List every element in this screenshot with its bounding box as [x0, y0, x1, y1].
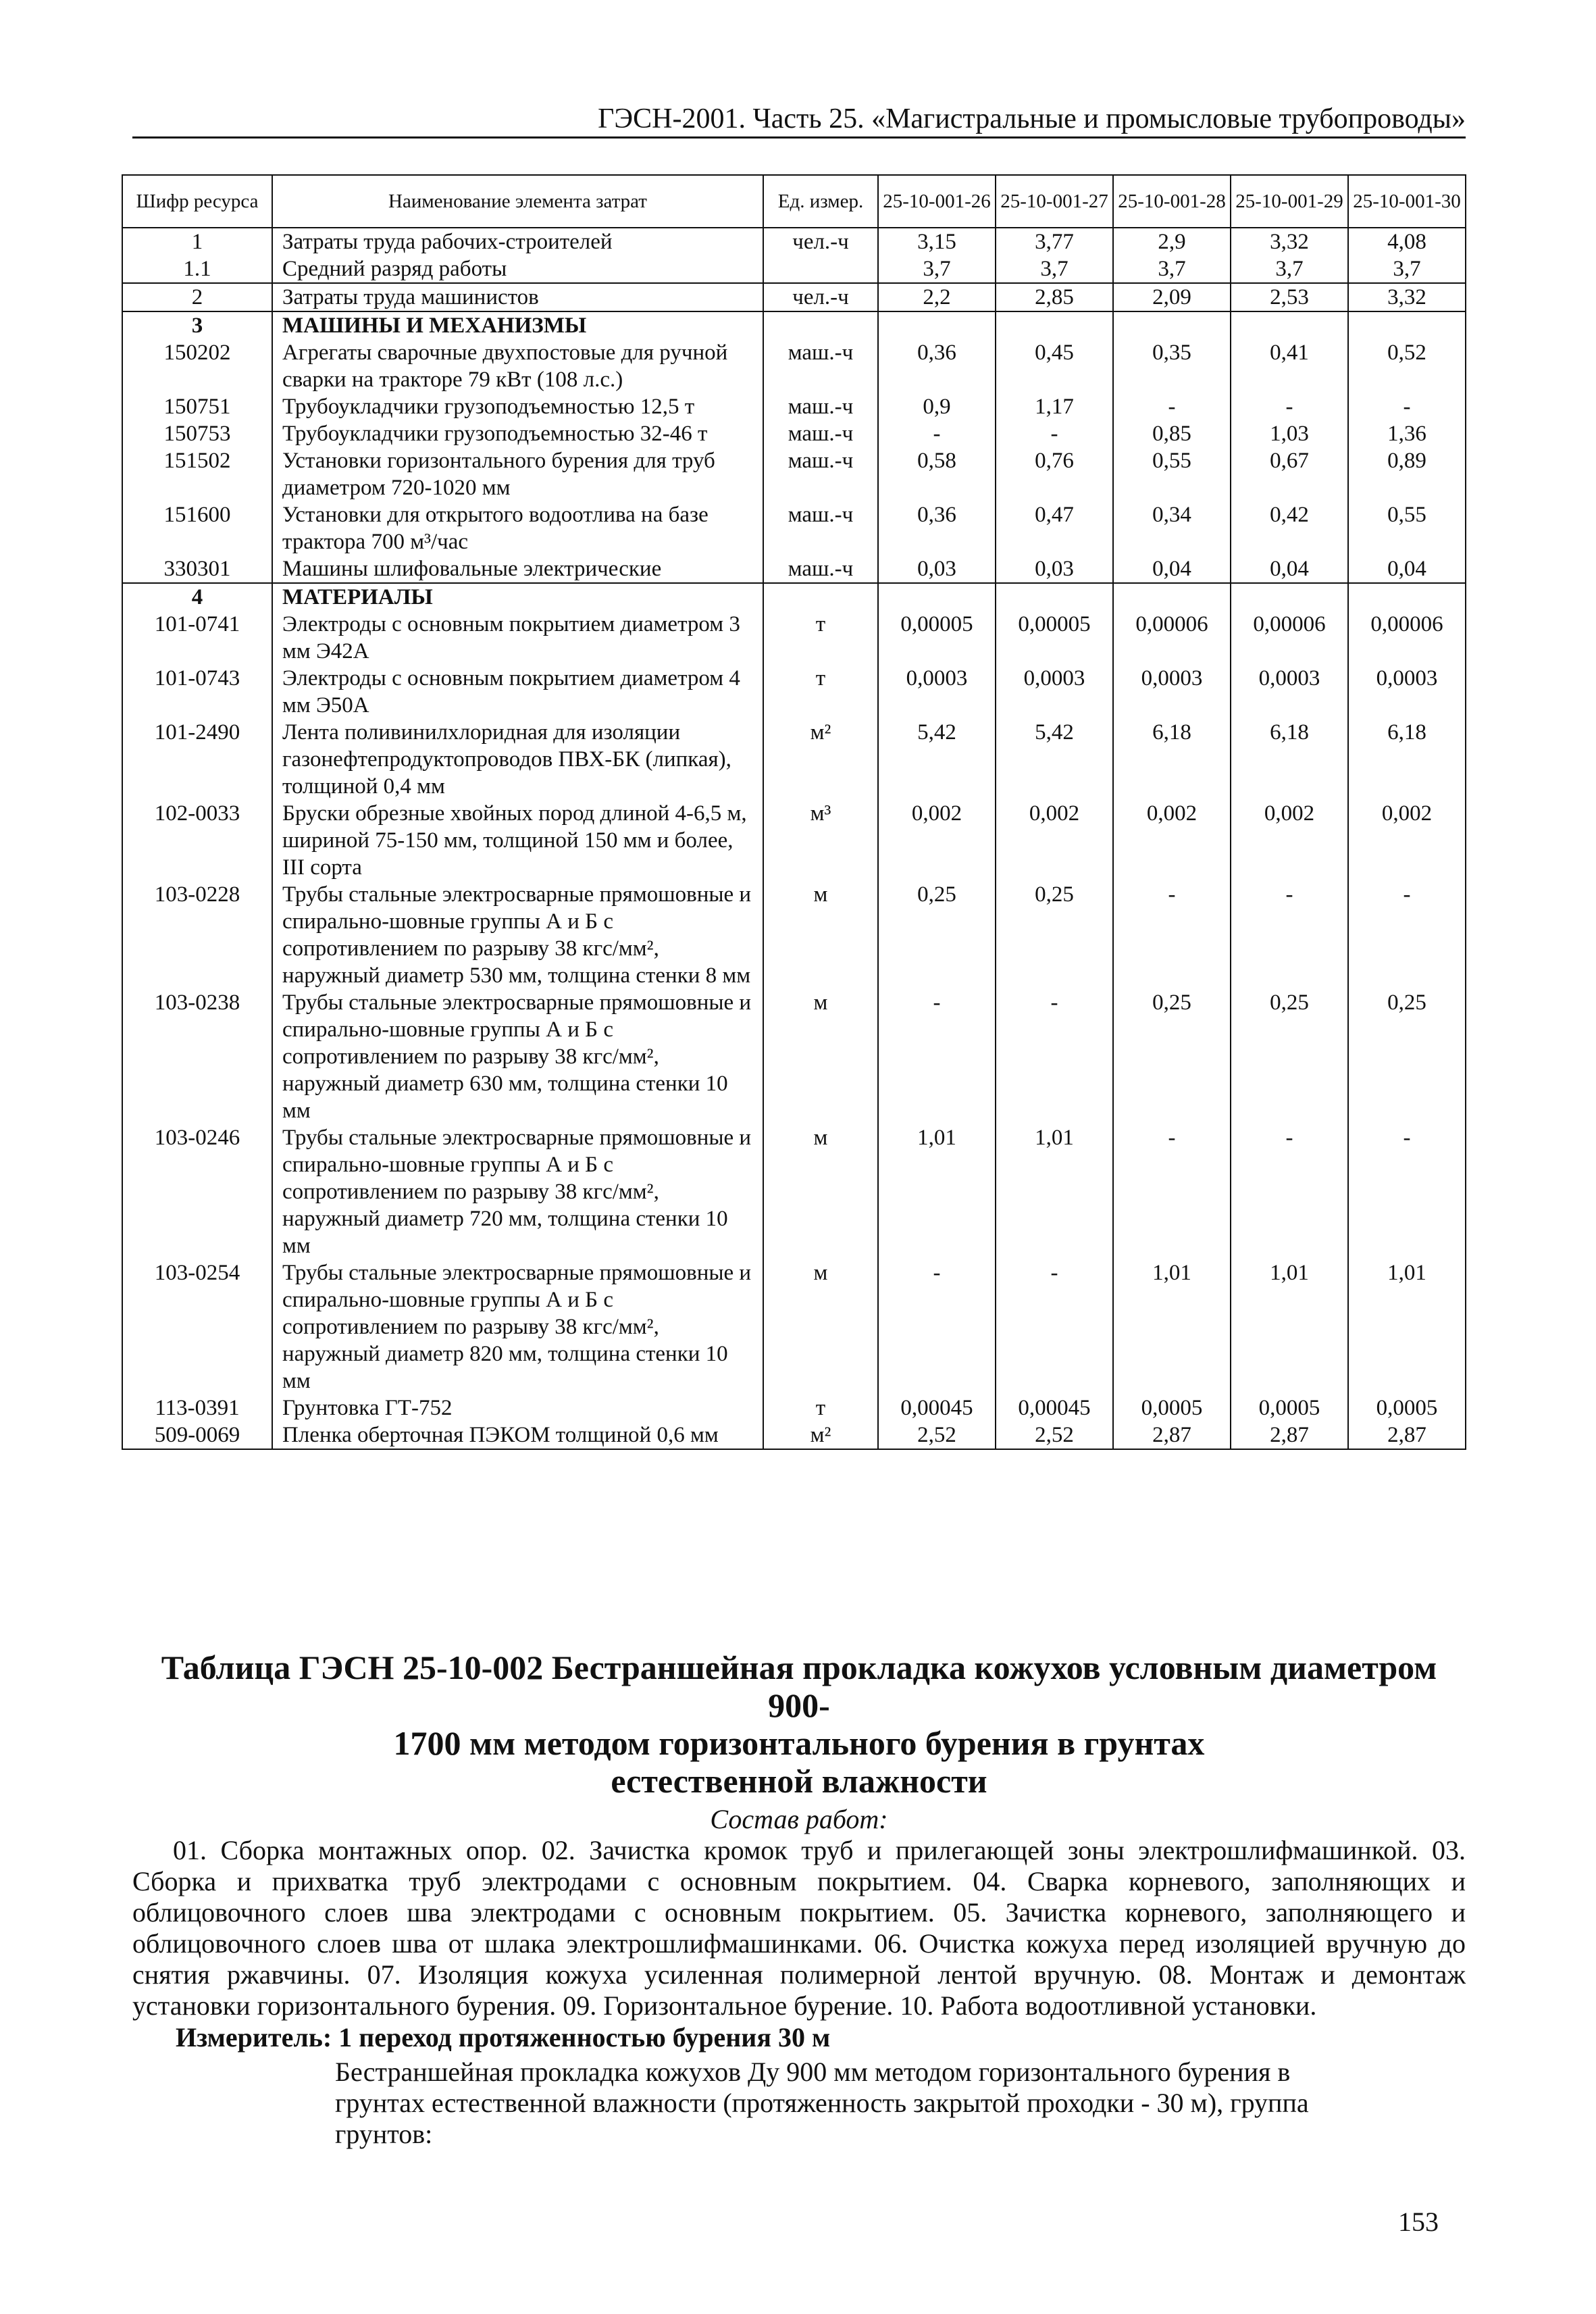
cell-code: 102-0033 — [122, 800, 272, 881]
cell-value — [878, 311, 996, 339]
cell-value — [996, 583, 1113, 611]
table-title-line: Таблица ГЭСН 25-10-002 Бестраншейная прокладка кожухов условным диаметром 900- — [161, 1649, 1437, 1724]
cell-value: 1,36 — [1348, 420, 1466, 447]
cell-value: 5,42 — [996, 719, 1113, 800]
cell-value: 0,00006 — [1113, 611, 1231, 665]
table-row — [122, 283, 1466, 311]
cell-value: 3,32 — [1348, 283, 1466, 311]
header-rule — [132, 136, 1466, 139]
cell-name: Электроды с основным покрытием диаметром 3 мм Э42А — [272, 611, 763, 665]
cell-unit: маш.-ч — [763, 339, 878, 393]
cell-unit: т — [763, 1394, 878, 1422]
cell-code: 113-0391 — [122, 1394, 272, 1422]
resource-norms-table — [122, 174, 1466, 1450]
cell-unit — [763, 583, 878, 611]
table-row — [122, 228, 1466, 255]
cell-value: 0,0003 — [1348, 665, 1466, 719]
cell-code: 2 — [122, 283, 272, 311]
cell-value — [1348, 311, 1466, 339]
section-block — [132, 1649, 1466, 2150]
cell-value: 0,67 — [1231, 447, 1348, 501]
table-row — [122, 339, 1466, 393]
cell-code: 1.1 — [122, 255, 272, 283]
cell-value — [878, 583, 996, 611]
cell-value: 0,55 — [1113, 447, 1231, 501]
table-row — [122, 420, 1466, 447]
cell-value: - — [1348, 881, 1466, 989]
cell-unit: маш.-ч — [763, 501, 878, 555]
table-row — [122, 989, 1466, 1124]
cell-unit: маш.-ч — [763, 393, 878, 420]
cell-code: 1 — [122, 228, 272, 255]
cell-value — [996, 311, 1113, 339]
cell-value: 1,03 — [1231, 420, 1348, 447]
table-row — [122, 555, 1466, 583]
cell-value: 0,002 — [1231, 800, 1348, 881]
cell-value: 0,03 — [878, 555, 996, 583]
cell-value: 0,76 — [996, 447, 1113, 501]
cell-name: Трубы стальные электросварные прямошовные и спирально-шовные группы А и Б с сопротивлением по разрыву 38 кгс/мм², наружный диаметр 720 мм, толщина стенки 10 мм — [272, 1124, 763, 1259]
cell-value: - — [1348, 1124, 1466, 1259]
cell-unit: м — [763, 1259, 878, 1394]
cell-value: - — [1231, 1124, 1348, 1259]
cell-code: 103-0228 — [122, 881, 272, 989]
cell-code: 103-0238 — [122, 989, 272, 1124]
cell-code: 101-2490 — [122, 719, 272, 800]
cell-value: 3,7 — [996, 255, 1113, 283]
cell-value: 0,00045 — [996, 1394, 1113, 1422]
table-body — [122, 228, 1466, 1449]
cell-value: 3,7 — [878, 255, 996, 283]
cell-code: 330301 — [122, 555, 272, 583]
cell-value: 0,35 — [1113, 339, 1231, 393]
cell-value: 1,01 — [878, 1124, 996, 1259]
cell-value: 2,52 — [878, 1422, 996, 1449]
cell-value: 2,9 — [1113, 228, 1231, 255]
table-row — [122, 1124, 1466, 1259]
table-row — [122, 1259, 1466, 1394]
cell-value: 2,87 — [1348, 1422, 1466, 1449]
cell-value: 1,01 — [1113, 1259, 1231, 1394]
cell-value: 2,52 — [996, 1422, 1113, 1449]
table-title — [132, 1649, 1466, 1800]
cell-unit: м³ — [763, 800, 878, 881]
cell-value: 3,32 — [1231, 228, 1348, 255]
table-row — [122, 1394, 1466, 1422]
cell-value: 0,41 — [1231, 339, 1348, 393]
cell-value: 2,09 — [1113, 283, 1231, 311]
table-row — [122, 311, 1466, 339]
header-col-30: 25-10-001-30 — [1348, 175, 1466, 228]
cell-name: Трубы стальные электросварные прямошовные и спирально-шовные группы А и Б с сопротивлением по разрыву 38 кгс/мм², наружный диаметр 530 мм, толщина стенки 8 мм — [272, 881, 763, 989]
cell-value: 1,01 — [996, 1124, 1113, 1259]
cell-code: 150202 — [122, 339, 272, 393]
cell-unit: м — [763, 881, 878, 989]
cell-unit: чел.-ч — [763, 283, 878, 311]
cell-value: 0,00005 — [878, 611, 996, 665]
cell-name: Трубоукладчики грузоподъемностью 32-46 т — [272, 420, 763, 447]
table-title-line: естественной влажности — [611, 1762, 987, 1800]
work-description: Бестраншейная прокладка кожухов Ду 900 мм методом горизонтального бурения в грунтах естественной влажности (протяженность закрытой проходки - 30 м), группа грунтов: — [335, 2057, 1309, 2149]
cell-name: Трубы стальные электросварные прямошовные и спирально-шовные группы А и Б с сопротивлением по разрыву 38 кгс/мм², наружный диаметр 630 мм, толщина стенки 10 мм — [272, 989, 763, 1124]
cell-value: 0,47 — [996, 501, 1113, 555]
cell-value: 0,25 — [1113, 989, 1231, 1124]
cell-value: 0,0003 — [996, 665, 1113, 719]
cell-value: 0,0003 — [878, 665, 996, 719]
cell-unit: т — [763, 665, 878, 719]
cell-value — [1113, 583, 1231, 611]
cell-code: 103-0254 — [122, 1259, 272, 1394]
cell-name: Установки горизонтального бурения для труб диаметром 720-1020 мм — [272, 447, 763, 501]
cell-code: 150753 — [122, 420, 272, 447]
cell-value: 0,00045 — [878, 1394, 996, 1422]
cell-value: 1,17 — [996, 393, 1113, 420]
cell-value: 3,77 — [996, 228, 1113, 255]
cell-value: 0,04 — [1231, 555, 1348, 583]
table-row — [122, 393, 1466, 420]
cell-value: - — [1113, 1124, 1231, 1259]
cell-value: - — [996, 1259, 1113, 1394]
table-row — [122, 447, 1466, 501]
cell-value: 0,00006 — [1231, 611, 1348, 665]
cell-code: 101-0743 — [122, 665, 272, 719]
cell-value: 0,0005 — [1113, 1394, 1231, 1422]
cell-unit: м² — [763, 1422, 878, 1449]
cell-value: - — [1348, 393, 1466, 420]
cell-value: 0,0005 — [1348, 1394, 1466, 1422]
table-row — [122, 255, 1466, 283]
cell-value: 3,7 — [1231, 255, 1348, 283]
cell-value: 6,18 — [1348, 719, 1466, 800]
cell-unit: м — [763, 989, 878, 1124]
cell-name: Трубоукладчики грузоподъемностью 12,5 т — [272, 393, 763, 420]
cell-value: 3,7 — [1348, 255, 1466, 283]
cell-value: - — [1113, 393, 1231, 420]
cell-value: 0,0003 — [1231, 665, 1348, 719]
cell-value: 0,04 — [1113, 555, 1231, 583]
cell-value: 0,42 — [1231, 501, 1348, 555]
cell-value: 3,7 — [1113, 255, 1231, 283]
cell-name: Лента поливинилхлоридная для изоляции газонефтепродуктопроводов ПВХ-БК (липкая), толщиной 0,4 мм — [272, 719, 763, 800]
cell-name: Агрегаты сварочные двухпостовые для ручной сварки на тракторе 79 кВт (108 л.с.) — [272, 339, 763, 393]
cell-name: Пленка оберточная ПЭКОМ толщиной 0,6 мм — [272, 1422, 763, 1449]
cell-value: 0,002 — [1113, 800, 1231, 881]
cell-value: 0,85 — [1113, 420, 1231, 447]
header-col-27: 25-10-001-27 — [996, 175, 1113, 228]
cell-unit: т — [763, 611, 878, 665]
cell-unit: чел.-ч — [763, 228, 878, 255]
cell-code: 101-0741 — [122, 611, 272, 665]
cell-value: 0,04 — [1348, 555, 1466, 583]
cell-name: Грунтовка ГТ-752 — [272, 1394, 763, 1422]
cell-code: 4 — [122, 583, 272, 611]
cell-value: - — [878, 1259, 996, 1394]
cell-value: 2,85 — [996, 283, 1113, 311]
cell-value: - — [996, 989, 1113, 1124]
cell-code: 151502 — [122, 447, 272, 501]
cell-value: 0,00006 — [1348, 611, 1466, 665]
cell-value — [1231, 311, 1348, 339]
cell-code: 103-0246 — [122, 1124, 272, 1259]
cell-value: - — [878, 989, 996, 1124]
cell-unit: маш.-ч — [763, 447, 878, 501]
cell-name: Трубы стальные электросварные прямошовные и спирально-шовные группы А и Б с сопротивлением по разрыву 38 кгс/мм², наружный диаметр 820 мм, толщина стенки 10 мм — [272, 1259, 763, 1394]
cell-value: 0,002 — [996, 800, 1113, 881]
table-row — [122, 881, 1466, 989]
cell-value — [1348, 583, 1466, 611]
cell-name: Затраты труда машинистов — [272, 283, 763, 311]
cell-value: 5,42 — [878, 719, 996, 800]
cell-value: 0,25 — [1231, 989, 1348, 1124]
header-code: Шифр ресурса — [122, 175, 272, 228]
table-row — [122, 583, 1466, 611]
cell-name: Затраты труда рабочих-строителей — [272, 228, 763, 255]
table-row — [122, 665, 1466, 719]
cell-code: 509-0069 — [122, 1422, 272, 1449]
cell-value: 0,0005 — [1231, 1394, 1348, 1422]
cell-value: - — [1231, 881, 1348, 989]
cell-value: - — [1231, 393, 1348, 420]
measure-unit: Измеритель: 1 переход протяженностью бурения 30 м — [176, 2022, 831, 2053]
cell-value: 2,2 — [878, 283, 996, 311]
cell-value: 3,15 — [878, 228, 996, 255]
cell-value: 2,87 — [1113, 1422, 1231, 1449]
cell-value: - — [996, 420, 1113, 447]
table-row — [122, 719, 1466, 800]
work-composition-text: 01. Сборка монтажных опор. 02. Зачистка кромок труб и прилегающей зоны электрошлифмашинкой. 03. Сборка и прихватка труб электродами с основным покрытием. 04. Сварка корневого, заполняющих и облицовочного слоев шва электродами с основным покрытием. 05. Зачистка корневого, заполняющего и облицовочного слоев шва от шлака электрошлифмашинками. 06. Очистка кожуха перед изоляцией вручную до снятия ржавчины. 07. Изоляция кожуха усиленная полимерной лентой вручную. 08. Монтаж и демонтаж установки горизонтального бурения. 09. Горизонтальное бурение. 10. Работа водоотливной установки. — [132, 1835, 1466, 2021]
header-col-26: 25-10-001-26 — [878, 175, 996, 228]
cell-value: 2,53 — [1231, 283, 1348, 311]
header-unit: Ед. измер. — [763, 175, 878, 228]
cell-value: 2,87 — [1231, 1422, 1348, 1449]
cell-value: 0,0003 — [1113, 665, 1231, 719]
cell-value: 0,9 — [878, 393, 996, 420]
cell-name: Установки для открытого водоотлива на базе трактора 700 м³/час — [272, 501, 763, 555]
cell-value: 0,55 — [1348, 501, 1466, 555]
header-name: Наименование элемента затрат — [272, 175, 763, 228]
table-row — [122, 611, 1466, 665]
cell-code: 3 — [122, 311, 272, 339]
cell-code: 150751 — [122, 393, 272, 420]
cell-value: - — [1113, 881, 1231, 989]
cell-name: МАШИНЫ И МЕХАНИЗМЫ — [272, 311, 763, 339]
work-composition-caption: Состав работ: — [710, 1804, 888, 1834]
cell-value: 0,89 — [1348, 447, 1466, 501]
cell-value: 6,18 — [1231, 719, 1348, 800]
cell-name: Бруски обрезные хвойных пород длиной 4-6,5 м, шириной 75-150 мм, толщиной 150 мм и более, III сорта — [272, 800, 763, 881]
cell-value: 0,58 — [878, 447, 996, 501]
cell-value — [1231, 583, 1348, 611]
cell-value: 0,25 — [878, 881, 996, 989]
cell-value: 0,03 — [996, 555, 1113, 583]
cell-value: 0,002 — [878, 800, 996, 881]
cell-name: МАТЕРИАЛЫ — [272, 583, 763, 611]
header-col-29: 25-10-001-29 — [1231, 175, 1348, 228]
cell-value: 0,52 — [1348, 339, 1466, 393]
cell-unit: м² — [763, 719, 878, 800]
table-title-line: 1700 мм методом горизонтального бурения в грунтах — [393, 1724, 1205, 1762]
table-row — [122, 1422, 1466, 1449]
cell-value: 1,01 — [1348, 1259, 1466, 1394]
cell-name: Машины шлифовальные электрические — [272, 555, 763, 583]
cell-value: 6,18 — [1113, 719, 1231, 800]
cell-value: 4,08 — [1348, 228, 1466, 255]
cell-value: 0,36 — [878, 339, 996, 393]
cell-name: Электроды с основным покрытием диаметром 4 мм Э50А — [272, 665, 763, 719]
cell-value: 1,01 — [1231, 1259, 1348, 1394]
cell-value: 0,34 — [1113, 501, 1231, 555]
cell-value: 0,25 — [1348, 989, 1466, 1124]
cell-value: 0,00005 — [996, 611, 1113, 665]
cell-value: 0,002 — [1348, 800, 1466, 881]
table-row — [122, 800, 1466, 881]
cell-code: 151600 — [122, 501, 272, 555]
cell-unit: м — [763, 1124, 878, 1259]
cell-unit: маш.-ч — [763, 420, 878, 447]
cell-unit — [763, 311, 878, 339]
cell-value: 0,36 — [878, 501, 996, 555]
cell-unit — [763, 255, 878, 283]
cell-value: 0,25 — [996, 881, 1113, 989]
cell-unit: маш.-ч — [763, 555, 878, 583]
cell-value: 0,45 — [996, 339, 1113, 393]
header-col-28: 25-10-001-28 — [1113, 175, 1231, 228]
running-header: ГЭСН-2001. Часть 25. «Магистральные и промысловые трубопроводы» — [598, 103, 1466, 134]
table-row — [122, 501, 1466, 555]
page-number: 153 — [1398, 2207, 1439, 2237]
cell-value: - — [878, 420, 996, 447]
cell-name: Средний разряд работы — [272, 255, 763, 283]
table-header-row — [122, 175, 1466, 228]
cell-value — [1113, 311, 1231, 339]
